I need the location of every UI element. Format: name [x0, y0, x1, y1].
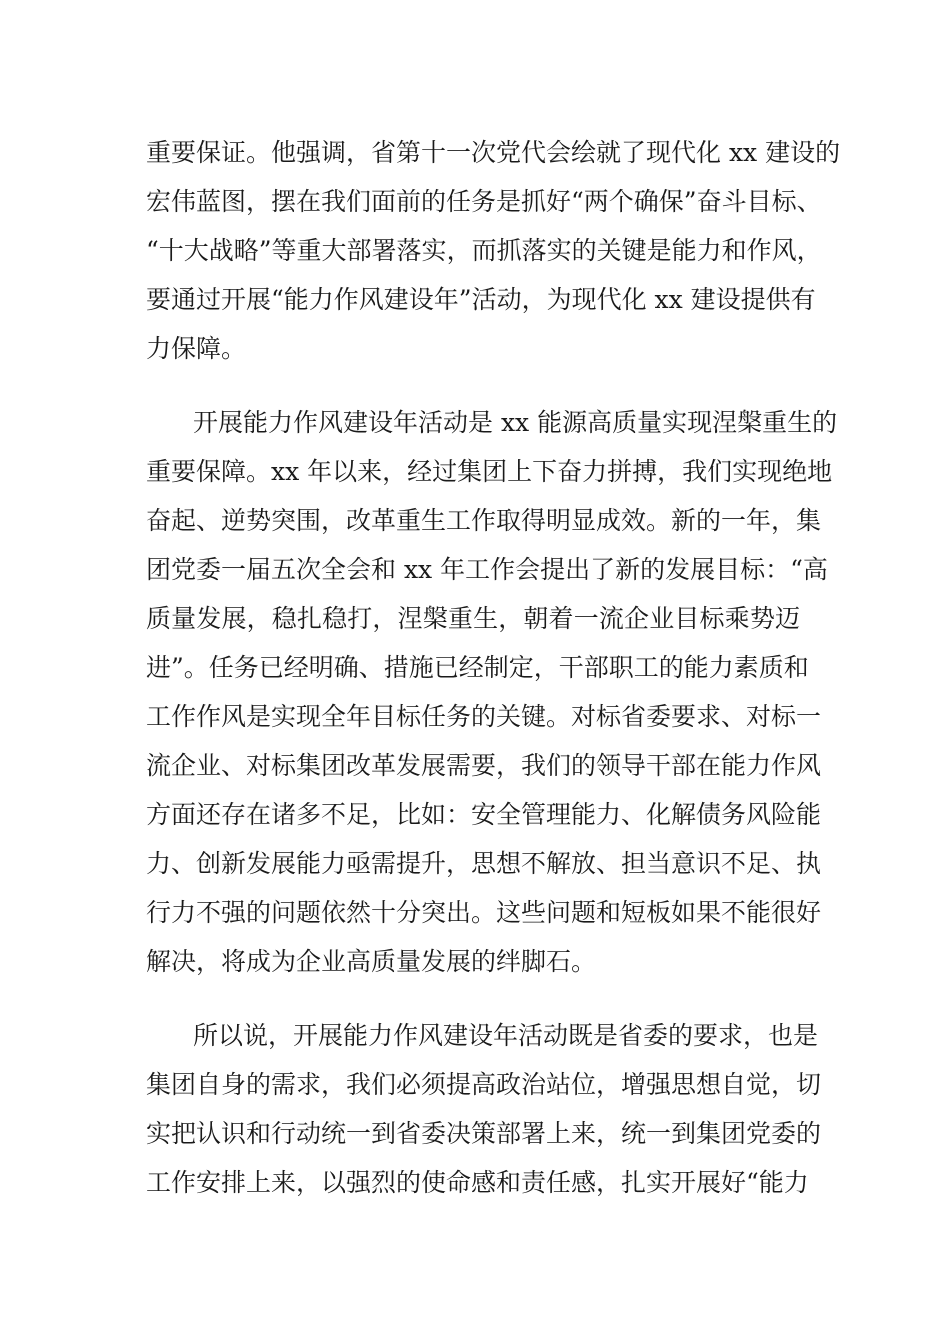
text-line: 集团自身的需求，我们必须提高政治站位，增强思想自觉，切	[146, 1070, 822, 1099]
text-line: 力、创新发展能力亟需提升，思想不解放、担当意识不足、执	[146, 849, 822, 878]
text-line: 重要保障。xx 年以来，经过集团上下奋力拼搏，我们实现绝地	[146, 457, 833, 486]
text-line: “十大战略”等重大部署落实，而抓落实的关键是能力和作风，	[146, 236, 822, 265]
text-line: 工作安排上来，以强烈的使命感和责任感，扎实开展好“能力	[146, 1168, 809, 1197]
paragraph-2	[146, 398, 838, 986]
text-line: 质量发展，稳扎稳打，涅槃重生，朝着一流企业目标乘势迈	[146, 604, 800, 633]
paragraph-3	[146, 1011, 822, 1207]
text-line: 要通过开展“能力作风建设年”活动，为现代化 xx 建设提供有	[146, 285, 816, 314]
text-line: 宏伟蓝图，摆在我们面前的任务是抓好“两个确保”奋斗目标、	[146, 187, 822, 216]
paragraph-spacer	[146, 373, 800, 398]
paragraph-spacer	[146, 986, 800, 1011]
text-line: 重要保证。他强调，省第十一次党代会绘就了现代化 xx 建设的	[146, 138, 841, 167]
text-line: 行力不强的问题依然十分突出。这些问题和短板如果不能很好	[146, 898, 822, 927]
text-line: 奋起、逆势突围，改革重生工作取得明显成效。新的一年，集	[146, 506, 822, 535]
text-line: 流企业、对标集团改革发展需要，我们的领导干部在能力作风	[146, 751, 822, 780]
text-line: 团党委一届五次全会和 xx 年工作会提出了新的发展目标：“高	[146, 555, 828, 584]
text-line: 工作作风是实现全年目标任务的关键。对标省委要求、对标一	[146, 702, 822, 731]
text-line: 解决，将成为企业高质量发展的绊脚石。	[146, 947, 597, 976]
paragraph-1	[146, 128, 841, 373]
document-body	[146, 128, 841, 1207]
text-line: 方面还存在诸多不足，比如：安全管理能力、化解债务风险能	[146, 800, 822, 829]
text-line: 进”。任务已经明确、措施已经制定，干部职工的能力素质和	[146, 653, 809, 682]
text-line: 实把认识和行动统一到省委决策部署上来，统一到集团党委的	[146, 1119, 822, 1148]
text-line: 力保障。	[146, 334, 247, 363]
text-line: 所以说，开展能力作风建设年活动既是省委的要求，也是	[193, 1021, 819, 1050]
text-line: 开展能力作风建设年活动是 xx 能源高质量实现涅槃重生的	[193, 408, 838, 437]
